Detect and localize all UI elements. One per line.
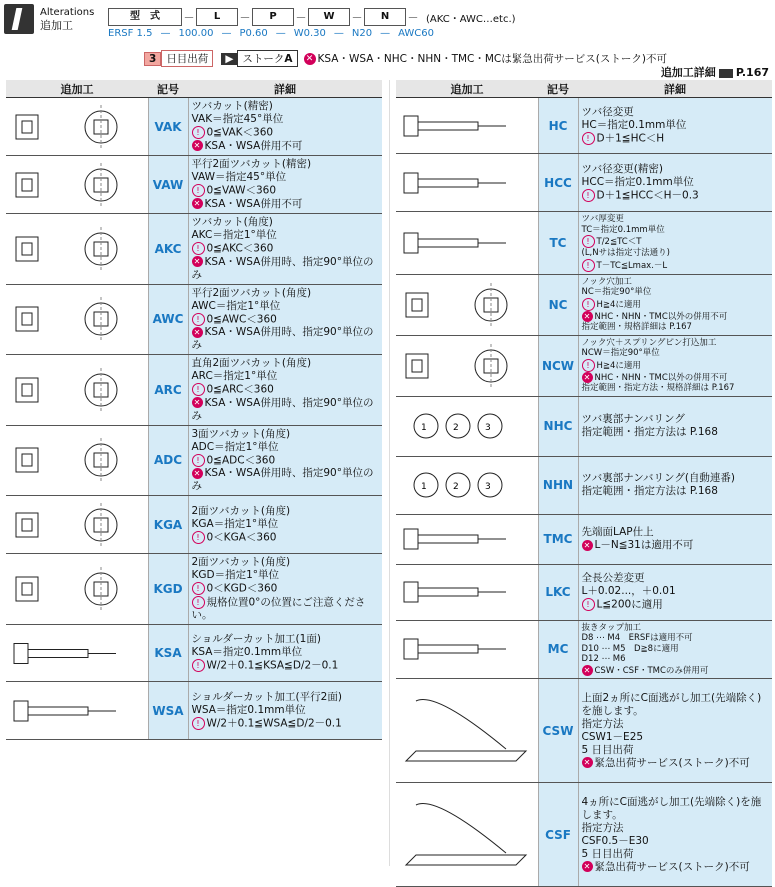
alteration-figure: [396, 212, 538, 275]
caution-icon: !: [192, 582, 205, 595]
detail-line: VAW＝指定45°単位: [191, 171, 287, 184]
detail-line: 全長公差変更: [581, 572, 645, 585]
svg-text:1: 1: [421, 423, 427, 433]
stroke-chip: ストークA: [237, 50, 297, 67]
alteration-row-nc: [396, 274, 772, 335]
alteration-detail: [188, 682, 382, 740]
alteration-row-awc: [6, 284, 382, 355]
detail-line: 5 日目出荷: [581, 743, 634, 756]
detail-line: NCW＝指定90°単位: [581, 348, 660, 358]
days-number: 3: [144, 52, 161, 66]
alteration-figure: [396, 783, 538, 887]
code-note: (AKC・AWC…etc.): [426, 13, 516, 25]
express-icon: ▶: [221, 53, 237, 65]
alteration-code: AWC: [148, 284, 188, 355]
caution-icon: !: [192, 242, 205, 255]
caution-icon: !: [192, 313, 205, 326]
detail-line: ショルダーカット加工(1面): [191, 633, 321, 646]
code-box-l: L: [196, 8, 238, 26]
detail-line: ツバカット(精密): [191, 100, 273, 113]
alteration-row-adc: [6, 425, 382, 496]
detail-line: CSW1－E25: [581, 730, 644, 743]
alteration-code: KGD: [148, 554, 188, 625]
alteration-code: NHC: [538, 396, 578, 456]
detail-line: 4ヵ所にC面逃がし加工(先端除く)を施します。: [581, 795, 762, 821]
detail-line: 直角2面ツバカット(角度): [191, 357, 312, 369]
alteration-row-akc: [6, 214, 382, 285]
alteration-figure: [396, 154, 538, 212]
code-box-n: N: [364, 8, 406, 26]
detail-line: (L,Nサは指定寸法通り): [581, 248, 670, 258]
alteration-detail: [578, 396, 772, 456]
detail-line: ツバ径変更: [581, 105, 634, 118]
caution-icon: !: [192, 454, 205, 467]
alteration-figure: [6, 355, 148, 426]
detail-reference: 追加工詳細 P.167: [660, 66, 769, 79]
caution-icon: !: [192, 383, 205, 396]
alteration-code: AKC: [148, 214, 188, 285]
prohibited-icon: ✕: [582, 372, 593, 383]
alteration-code: NHN: [538, 456, 578, 514]
detail-line: 2面ツバカット(角度): [191, 504, 291, 517]
alteration-detail: [578, 98, 772, 154]
detail-line: AWC＝指定1°単位: [191, 299, 281, 312]
alteration-figure: [396, 396, 538, 456]
alteration-row-hcc: [396, 154, 772, 212]
detail-line: NC＝指定90°単位: [581, 287, 652, 297]
alteration-detail: [578, 456, 772, 514]
prohibited-icon: ✕: [192, 198, 203, 209]
express-note: KSA・WSA・NHC・NHN・TMC・MCは緊急出荷サービス(ストーク)不可: [317, 53, 667, 65]
alterations-logo-icon: [4, 4, 34, 34]
col-header-alteration: 追加工: [6, 80, 148, 98]
caution-icon: !: [192, 531, 205, 544]
detail-line: HCC＝指定0.1mm単位: [581, 175, 694, 188]
alteration-code: HC: [538, 98, 578, 154]
prohibited-icon: ✕: [582, 757, 593, 768]
prohibited-icon: ✕: [304, 53, 316, 65]
alteration-figure: [6, 554, 148, 625]
caution-icon: !: [582, 298, 595, 311]
detail-line: ADC＝指定1°単位: [191, 440, 279, 453]
alteration-figure: [396, 274, 538, 335]
svg-text:2: 2: [453, 482, 459, 492]
alteration-code: CSF: [538, 783, 578, 887]
col-header-detail: 詳細: [188, 80, 382, 98]
example-alteration: AWC60: [398, 28, 435, 39]
alteration-figure: [6, 284, 148, 355]
detail-line: 指定範囲・指定方法・規格詳細は P.167: [581, 383, 735, 393]
detail-line: 指定方法: [581, 821, 624, 834]
prohibited-icon: ✕: [192, 140, 203, 151]
detail-line: ! 0≦AKC＜360: [192, 242, 380, 256]
alteration-figure: [396, 620, 538, 679]
alteration-figure: [6, 625, 148, 682]
alteration-detail: [578, 620, 772, 679]
alteration-figure: [6, 425, 148, 496]
prohibited-icon: ✕: [582, 311, 593, 322]
svg-text:1: 1: [421, 482, 427, 492]
alteration-figure: [6, 682, 148, 740]
caution-icon: !: [582, 132, 595, 145]
alteration-code: CSW: [538, 679, 578, 783]
svg-text:2: 2: [453, 423, 459, 433]
svg-text:3: 3: [485, 482, 491, 492]
caution-icon: !: [192, 126, 205, 139]
alteration-row-kgd: [6, 554, 382, 625]
svg-text:3: 3: [485, 423, 491, 433]
prohibited-icon: ✕: [192, 468, 203, 479]
detail-line: ✕ NHC・NHN・TMC以外の併用不可: [582, 372, 770, 384]
title-en: Alterations: [40, 7, 95, 18]
code-box-type: 型 式: [108, 8, 182, 26]
detail-line: ✕ NHC・NHN・TMC以外の併用不可: [582, 311, 770, 323]
detail-line: ✕ 緊急出荷サービス(ストーク)不可: [582, 757, 770, 770]
example-n: N20: [351, 28, 373, 39]
alteration-detail: [578, 154, 772, 212]
detail-line: HC＝指定0.1mm単位: [581, 118, 687, 131]
alteration-row-nhn: [396, 456, 772, 514]
book-icon: [719, 69, 733, 78]
detail-line: D10 ⋯ M5 D≧8に適用: [581, 643, 679, 654]
detail-line: 2面ツバカット(角度): [191, 556, 291, 568]
detail-line: ショルダーカット加工(平行2面): [191, 690, 342, 703]
detail-line: D12 ⋯ M6: [581, 654, 626, 664]
alteration-row-csf: [396, 783, 772, 887]
detail-line: ✕ KSA・WSA併用不可: [192, 198, 380, 211]
alteration-code: MC: [538, 620, 578, 679]
alteration-code: TC: [538, 212, 578, 275]
alteration-detail: [188, 284, 382, 355]
alteration-row-ksa: [6, 625, 382, 682]
code-box-w: W: [308, 8, 350, 26]
alteration-figure: [396, 98, 538, 154]
detail-line: AKC＝指定1°単位: [191, 229, 277, 241]
detail-line: ! 0≦AWC＜360: [192, 313, 380, 327]
caution-icon: !: [582, 598, 595, 611]
alteration-detail: [188, 355, 382, 426]
detail-line: ツバ裏部ナンバリング(自動連番): [581, 472, 736, 484]
alteration-code: WSA: [148, 682, 188, 740]
detail-line: 5 日目出荷: [581, 847, 634, 860]
alteration-code: KGA: [148, 496, 188, 554]
alteration-row-arc: [6, 355, 382, 426]
alteration-figure: [6, 98, 148, 156]
alteration-code: VAW: [148, 156, 188, 214]
caution-icon: !: [192, 717, 205, 730]
alteration-row-mc: [396, 620, 772, 679]
alteration-row-lkc: [396, 564, 772, 620]
left-alteration-table: [6, 80, 382, 740]
alteration-detail: [188, 425, 382, 496]
alteration-row-vak: [6, 98, 382, 156]
alteration-row-nhc: [396, 396, 772, 456]
alteration-detail: [188, 156, 382, 214]
detail-line: ! T－TC≦Lmax.－L: [582, 259, 770, 272]
detail-line: ✕ 緊急出荷サービス(ストーク)不可: [582, 861, 770, 874]
detail-line: ツバ径変更(精密): [581, 162, 663, 175]
detail-line: ツバ厚変更: [581, 214, 624, 224]
alteration-row-csw: [396, 679, 772, 783]
detail-line: ✕ KSA・WSA併用時、指定90°単位のみ: [191, 326, 374, 351]
detail-line: KSA＝指定0.1mm単位: [191, 646, 303, 659]
detail-line: 抜きタップ加工: [581, 622, 642, 633]
prohibited-icon: ✕: [192, 397, 203, 408]
caution-icon: !: [582, 259, 595, 272]
detail-line: ✕ KSA・WSA併用時、指定90°単位のみ: [191, 396, 374, 422]
col-header-code: 記号: [148, 80, 188, 98]
part-number-template: 型 式 － L － P － W － N － (AKC・AWC…etc.): [108, 8, 516, 26]
alteration-figure: [6, 156, 148, 214]
alteration-figure: [6, 214, 148, 285]
alteration-code: ADC: [148, 425, 188, 496]
detail-line: ノック穴＋スプリングピン打込加工: [581, 337, 717, 348]
caution-icon: !: [192, 184, 205, 197]
detail-line: 上面2ヵ所にC面逃がし加工(先端除く)を施します。: [581, 691, 762, 717]
example-l: 100.00: [178, 28, 214, 39]
code-box-p: P: [252, 8, 294, 26]
prohibited-icon: ✕: [582, 861, 593, 872]
alteration-figure: [396, 564, 538, 620]
prohibited-icon: ✕: [192, 256, 203, 267]
prohibited-icon: ✕: [582, 665, 593, 676]
detail-line: ! T/2≦TC＜T: [582, 235, 770, 248]
detail-line: D8 ⋯ M4 ERSFは適用不可: [581, 633, 693, 643]
column-divider: [389, 80, 390, 866]
alteration-detail: [578, 274, 772, 335]
alteration-code: TMC: [538, 514, 578, 564]
prohibited-icon: ✕: [192, 327, 203, 338]
detail-line: 先端面LAP仕上: [581, 526, 654, 538]
detail-line: ✕ KSA・WSA併用不可: [192, 140, 380, 153]
col-header-alteration: 追加工: [396, 80, 538, 98]
detail-line: ! H≧4に適用: [582, 359, 770, 372]
detail-line: 指定範囲・指定方法は P.168: [581, 426, 718, 438]
detail-line: ✕ KSA・WSA併用時、指定90°単位のみ: [191, 255, 374, 281]
detail-line: ! H≧4に適用: [582, 298, 770, 311]
alteration-figure: [396, 679, 538, 783]
alteration-figure: [396, 335, 538, 396]
example-type: ERSF 1.5: [108, 28, 153, 39]
detail-line: ! W/2＋0.1≦KSA≦D/2－0.1: [192, 659, 380, 673]
days-label: 日目出荷: [161, 50, 213, 67]
alteration-row-tc: [396, 212, 772, 275]
detail-line: ! W/2＋0.1≦WSA≦D/2－0.1: [192, 717, 380, 731]
detail-line: ! D＋1≦HCC＜H－0.3: [582, 189, 770, 203]
alteration-detail: [188, 625, 382, 682]
alteration-detail: [188, 214, 382, 285]
col-header-detail: 詳細: [578, 80, 772, 98]
detail-line: ARC＝指定1°単位: [191, 370, 278, 382]
alteration-detail: [578, 679, 772, 783]
caution-icon: !: [582, 235, 595, 248]
detail-line: KGA＝指定1°単位: [191, 517, 279, 530]
detail-line: ✕ L－N≦31は適用不可: [582, 539, 770, 552]
caution-icon: !: [192, 659, 205, 672]
alteration-detail: [578, 335, 772, 396]
detail-line: ! 0≦VAK＜360: [192, 126, 380, 140]
detail-line: ツバ裏部ナンバリング: [581, 413, 685, 425]
detail-line: ! 規格位置0°の位置にご注意ください。: [191, 596, 366, 621]
alteration-code: VAK: [148, 98, 188, 156]
alteration-row-tmc: [396, 514, 772, 564]
detail-line: ✕ KSA・WSA併用時、指定90°単位のみ: [191, 467, 374, 492]
detail-line: KGD＝指定1°単位: [191, 569, 280, 581]
detail-line: CSF0.5－E30: [581, 834, 649, 847]
detail-line: 3面ツバカット(角度): [191, 427, 291, 440]
alteration-row-hc: [396, 98, 772, 154]
detail-line: ! L≦200に適用: [582, 598, 770, 612]
right-alteration-table: [396, 80, 772, 887]
alteration-row-ncw: [396, 335, 772, 396]
alteration-row-kga: [6, 496, 382, 554]
detail-line: 平行2面ツバカット(精密): [191, 158, 312, 171]
example-part-number: ERSF 1.5 — 100.00 — P0.60 — W0.30 — N20 — AWC60: [108, 28, 435, 39]
detail-line: L＋0.02...，＋0.01: [581, 585, 676, 598]
prohibited-icon: ✕: [582, 540, 593, 551]
alteration-code: HCC: [538, 154, 578, 212]
alteration-code: ARC: [148, 355, 188, 426]
detail-line: ! D＋1≦HC＜H: [582, 132, 770, 146]
caution-icon: !: [582, 189, 595, 202]
alteration-detail: [578, 564, 772, 620]
col-header-code: 記号: [538, 80, 578, 98]
alteration-figure: [396, 514, 538, 564]
detail-line: ! 0≦ARC＜360: [192, 383, 380, 397]
alteration-row-vaw: [6, 156, 382, 214]
detail-line: ✕ CSW・CSF・TMCのみ併用可: [582, 665, 770, 677]
example-p: P0.60: [239, 28, 268, 39]
alteration-detail: [188, 554, 382, 625]
detail-line: ツバカット(角度): [191, 216, 273, 228]
detail-line: ノック穴加工: [581, 276, 632, 287]
alteration-row-wsa: [6, 682, 382, 740]
alteration-detail: [578, 514, 772, 564]
detail-line: TC＝指定0.1mm単位: [581, 224, 665, 235]
alteration-code: KSA: [148, 625, 188, 682]
caution-icon: !: [582, 359, 595, 372]
alteration-figure: [6, 496, 148, 554]
alteration-detail: [188, 496, 382, 554]
alteration-detail: [578, 783, 772, 887]
example-w: W0.30: [293, 28, 326, 39]
alteration-code: NC: [538, 274, 578, 335]
alteration-detail: [188, 98, 382, 156]
detail-line: ! 0≦ADC＜360: [192, 454, 380, 468]
detail-line: 指定方法: [581, 717, 624, 730]
alteration-figure: [396, 456, 538, 514]
detail-line: 指定範囲・規格詳細は P.167: [581, 322, 692, 332]
title-jp: 追加工: [40, 19, 73, 32]
detail-line: WSA＝指定0.1mm単位: [191, 703, 306, 716]
alteration-detail: [578, 212, 772, 275]
caution-icon: !: [192, 596, 205, 609]
alteration-code: NCW: [538, 335, 578, 396]
detail-line: ! 0＜KGA＜360: [192, 531, 380, 545]
detail-line: ! 0≦VAW＜360: [192, 184, 380, 198]
detail-line: 平行2面ツバカット(角度): [191, 286, 312, 299]
detail-line: VAK＝指定45°単位: [191, 113, 284, 126]
alteration-code: LKC: [538, 564, 578, 620]
detail-line: 指定範囲・指定方法は P.168: [581, 485, 718, 497]
detail-line: ! 0＜KGD＜360: [192, 582, 380, 596]
section-title: [40, 6, 94, 32]
shipping-info: [144, 50, 667, 67]
